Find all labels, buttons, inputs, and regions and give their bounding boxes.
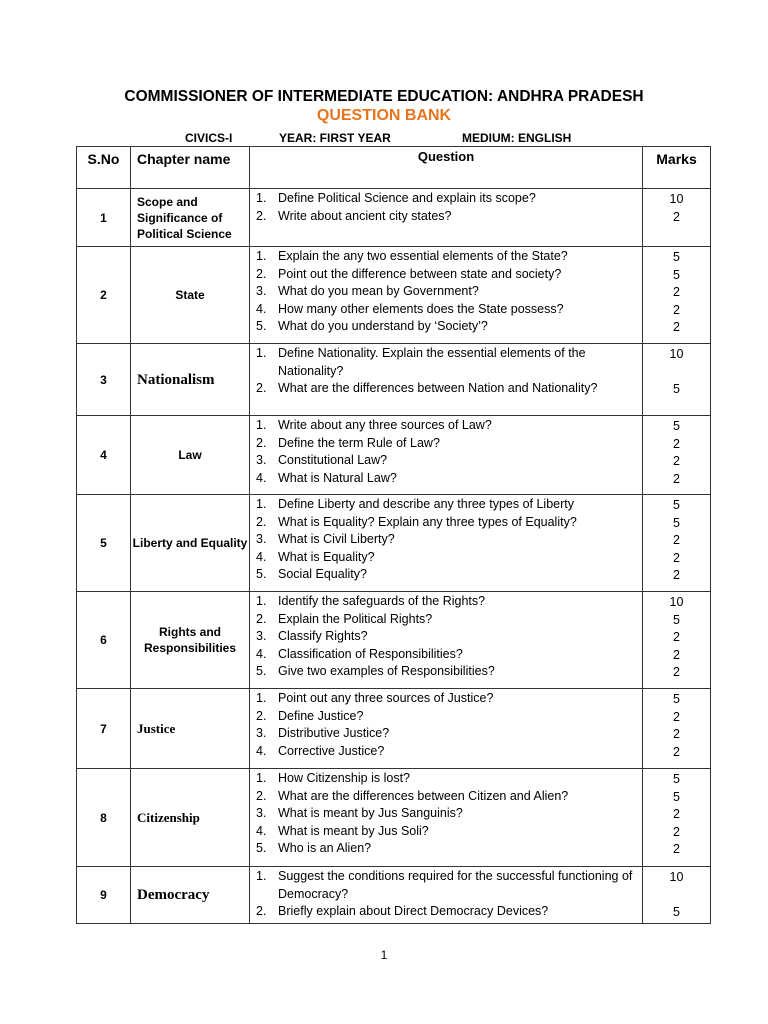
question-text: What are the differences between Nation and Nationality? <box>278 381 598 395</box>
marks-list <box>643 497 710 585</box>
question-text: How Citizenship is lost? <box>278 771 410 785</box>
question-number: 1. <box>256 346 267 360</box>
question-text: Define Political Science and explain its scope? <box>278 191 536 205</box>
chapter-name-cell: Justice <box>131 689 250 769</box>
question-number: 2. <box>256 435 267 450</box>
questions-cell <box>250 495 643 592</box>
marks-cell <box>643 495 711 592</box>
list-item <box>256 248 638 266</box>
question-text: Distributive Justice? <box>278 726 390 740</box>
table-row <box>77 344 711 416</box>
marks-value: 2 <box>673 209 680 224</box>
question-text: Classification of Responsibilities? <box>278 646 463 661</box>
list-item <box>256 566 638 584</box>
marks-value: 2 <box>673 665 680 679</box>
year-label: YEAR: FIRST YEAR <box>279 131 391 145</box>
question-number: 2. <box>256 904 267 918</box>
question-number: 2. <box>256 708 267 723</box>
chapter-name-cell: Rights and Responsibilities <box>131 592 250 689</box>
list-item <box>256 770 638 788</box>
question-text: What do you mean by Government? <box>278 284 479 298</box>
list-item <box>256 380 638 398</box>
marks-value: 2 <box>673 630 680 644</box>
question-number: 3. <box>256 453 267 467</box>
marks-list <box>643 771 710 859</box>
chapter-name-cell: Citizenship <box>131 769 250 867</box>
sno-cell: 3 <box>77 344 131 416</box>
list-item <box>256 628 638 646</box>
marks-list <box>643 191 710 226</box>
list-item <box>256 496 638 514</box>
marks-list <box>643 691 710 761</box>
question-text: Point out the difference between state and society? <box>278 266 562 281</box>
question-text: What is Natural Law? <box>278 470 397 485</box>
questions-cell <box>250 769 643 867</box>
marks-value: 2 <box>673 647 680 662</box>
question-list <box>256 190 638 225</box>
marks-cell <box>643 416 711 495</box>
question-text: Define Justice? <box>278 708 364 723</box>
question-number: 4. <box>256 470 267 485</box>
table-row <box>77 689 711 769</box>
question-number: 3. <box>256 284 267 298</box>
question-text: What is Civil Liberty? <box>278 532 395 546</box>
question-list <box>256 593 638 681</box>
marks-cell <box>643 769 711 867</box>
question-list <box>256 248 638 336</box>
list-item <box>256 470 638 488</box>
question-number: 4. <box>256 743 267 758</box>
sno-cell: 6 <box>77 592 131 689</box>
list-item <box>256 743 638 761</box>
list-item <box>256 301 638 319</box>
table-row <box>77 247 711 344</box>
sno-cell: 9 <box>77 867 131 924</box>
chapter-name-cell: Liberty and Equality <box>131 495 250 592</box>
list-item <box>256 611 638 629</box>
table-row <box>77 769 711 867</box>
list-item <box>256 208 638 226</box>
questions-cell <box>250 247 643 344</box>
list-item <box>256 593 638 611</box>
marks-cell <box>643 867 711 924</box>
header-marks: Marks <box>643 147 711 189</box>
marks-value: 2 <box>673 727 680 741</box>
question-number: 1. <box>256 594 267 608</box>
subject-label: CIVICS-I <box>185 131 233 145</box>
question-number: 2. <box>256 208 267 223</box>
marks-value: 2 <box>673 807 680 821</box>
question-number: 4. <box>256 549 267 564</box>
marks-value: 5 <box>673 382 680 396</box>
question-number: 4. <box>256 646 267 661</box>
marks-cell <box>643 344 711 416</box>
marks-value: 5 <box>673 250 680 264</box>
question-number: 1. <box>256 418 267 432</box>
marks-value: 5 <box>673 498 680 512</box>
page-title: COMMISSIONER OF INTERMEDIATE EDUCATION: ANDHRA PRADESH <box>124 88 644 105</box>
list-item <box>256 190 638 208</box>
question-text: Explain the Political Rights? <box>278 611 433 626</box>
list-item <box>256 318 638 336</box>
marks-value: 2 <box>673 568 680 582</box>
marks-value: 2 <box>673 471 680 486</box>
question-list <box>256 868 638 921</box>
question-text: Define Nationality. Explain the essential elements of the Nationality? <box>278 346 586 378</box>
list-item <box>256 805 638 823</box>
question-number: 3. <box>256 806 267 820</box>
question-text: Briefly explain about Direct Democracy Devices? <box>278 904 549 918</box>
question-number: 4. <box>256 823 267 838</box>
question-text: Corrective Justice? <box>278 743 385 758</box>
marks-value: 2 <box>673 824 680 839</box>
marks-value: 5 <box>673 905 680 919</box>
list-item <box>256 549 638 567</box>
question-number: 1. <box>256 497 267 511</box>
marks-cell <box>643 592 711 689</box>
question-text: Write about any three sources of Law? <box>278 418 492 432</box>
question-text: How many other elements does the State possess? <box>278 301 564 316</box>
marks-value: 2 <box>673 744 680 759</box>
list-item <box>256 868 638 903</box>
question-text: Give two examples of Responsibilities? <box>278 664 495 678</box>
marks-value: 5 <box>673 692 680 706</box>
list-item <box>256 435 638 453</box>
list-item <box>256 725 638 743</box>
marks-value: 5 <box>673 515 680 530</box>
question-number: 2. <box>256 788 267 803</box>
list-item <box>256 514 638 532</box>
question-number: 2. <box>256 611 267 626</box>
sno-cell: 4 <box>77 416 131 495</box>
question-text: Write about ancient city states? <box>278 208 452 223</box>
table-row <box>77 592 711 689</box>
questions-cell <box>250 344 643 416</box>
list-item <box>256 531 638 549</box>
marks-value: 2 <box>673 842 680 856</box>
question-text: What is Equality? <box>278 549 375 564</box>
question-number: 2. <box>256 514 267 529</box>
question-number: 1. <box>256 771 267 785</box>
list-item <box>256 708 638 726</box>
sno-cell: 7 <box>77 689 131 769</box>
list-item <box>256 690 638 708</box>
chapter-name-cell: Nationalism <box>131 344 250 416</box>
questions-cell <box>250 867 643 924</box>
marks-list <box>643 869 710 922</box>
list-item <box>256 452 638 470</box>
marks-value: 10 <box>669 192 684 206</box>
question-number: 1. <box>256 191 267 205</box>
marks-value: 2 <box>673 454 680 468</box>
marks-cell <box>643 247 711 344</box>
questions-cell <box>250 689 643 769</box>
table-row <box>77 416 711 495</box>
list-item <box>256 266 638 284</box>
question-text: Define the term Rule of Law? <box>278 435 440 450</box>
chapter-name-cell: State <box>131 247 250 344</box>
question-number: 2. <box>256 381 267 395</box>
sno-cell: 2 <box>77 247 131 344</box>
question-number: 5. <box>256 664 267 678</box>
list-item <box>256 417 638 435</box>
header-sno: S.No <box>77 147 131 189</box>
table-row <box>77 867 711 924</box>
chapter-name-cell: Democracy <box>131 867 250 924</box>
question-number: 2. <box>256 266 267 281</box>
marks-value: 10 <box>669 870 684 884</box>
question-text: Suggest the conditions required for the successful functioning of Democracy? <box>278 869 633 901</box>
marks-list <box>643 594 710 682</box>
question-number: 1. <box>256 691 267 705</box>
question-bank-table <box>76 146 711 924</box>
list-item <box>256 283 638 301</box>
marks-list <box>643 249 710 337</box>
table-row <box>77 495 711 592</box>
marks-value: 5 <box>673 772 680 786</box>
question-text: What is Equality? Explain any three types of Equality? <box>278 514 577 529</box>
question-number: 5. <box>256 567 267 581</box>
list-item <box>256 663 638 681</box>
chapter-name-cell: Law <box>131 416 250 495</box>
question-number: 3. <box>256 629 267 643</box>
marks-value: 5 <box>673 267 680 282</box>
question-list <box>256 690 638 760</box>
question-text: Classify Rights? <box>278 629 368 643</box>
marks-value: 2 <box>673 285 680 299</box>
question-number: 5. <box>256 841 267 855</box>
questions-cell <box>250 189 643 247</box>
question-text: What do you understand by ‘Society’? <box>278 319 488 333</box>
question-list <box>256 496 638 584</box>
question-list <box>256 417 638 487</box>
page-number: 1 <box>380 948 388 962</box>
marks-list <box>643 418 710 488</box>
question-list <box>256 770 638 858</box>
question-text: Explain the any two essential elements of the State? <box>278 249 568 263</box>
marks-value: 5 <box>673 419 680 433</box>
marks-list <box>643 346 710 399</box>
list-item <box>256 823 638 841</box>
list-item <box>256 345 638 380</box>
question-text: Who is an Alien? <box>278 841 372 855</box>
header-question: Question <box>250 147 643 189</box>
question-text: Social Equality? <box>278 567 367 581</box>
marks-value: 10 <box>669 347 684 361</box>
header-chapter: Chapter name <box>131 147 250 189</box>
questions-cell <box>250 416 643 495</box>
question-number: 3. <box>256 532 267 546</box>
question-text: What is meant by Jus Soli? <box>278 823 429 838</box>
table-header-row <box>77 147 711 189</box>
marks-value: 5 <box>673 789 680 804</box>
marks-value: 2 <box>673 302 680 317</box>
marks-value: 5 <box>673 612 680 627</box>
questions-cell <box>250 592 643 689</box>
question-text: What is meant by Jus Sanguinis? <box>278 806 463 820</box>
question-text: Constitutional Law? <box>278 453 388 467</box>
marks-value: 2 <box>673 709 680 724</box>
list-item <box>256 903 638 921</box>
question-text: Identify the safeguards of the Rights? <box>278 594 486 608</box>
marks-value: 2 <box>673 550 680 565</box>
marks-cell <box>643 189 711 247</box>
marks-value: 2 <box>673 436 680 451</box>
table-body <box>77 189 711 924</box>
chapter-name-cell: Scope and Significance of Political Science <box>131 189 250 247</box>
sno-cell: 1 <box>77 189 131 247</box>
question-list <box>256 345 638 398</box>
question-number: 1. <box>256 869 267 883</box>
list-item <box>256 840 638 858</box>
question-text: Define Liberty and describe any three types of Liberty <box>278 497 575 511</box>
page-subtitle: QUESTION BANK <box>316 107 452 124</box>
marks-value: 10 <box>669 595 684 609</box>
question-number: 5. <box>256 319 267 333</box>
question-text: What are the differences between Citizen and Alien? <box>278 788 569 803</box>
medium-label: MEDIUM: ENGLISH <box>462 131 572 145</box>
sno-cell: 8 <box>77 769 131 867</box>
marks-value: 2 <box>673 320 680 334</box>
question-text: Point out any three sources of Justice? <box>278 691 494 705</box>
sno-cell: 5 <box>77 495 131 592</box>
marks-cell <box>643 689 711 769</box>
question-number: 1. <box>256 249 267 263</box>
list-item <box>256 646 638 664</box>
question-number: 3. <box>256 726 267 740</box>
marks-value: 2 <box>673 533 680 547</box>
list-item <box>256 788 638 806</box>
question-number: 4. <box>256 301 267 316</box>
table-row <box>77 189 711 247</box>
